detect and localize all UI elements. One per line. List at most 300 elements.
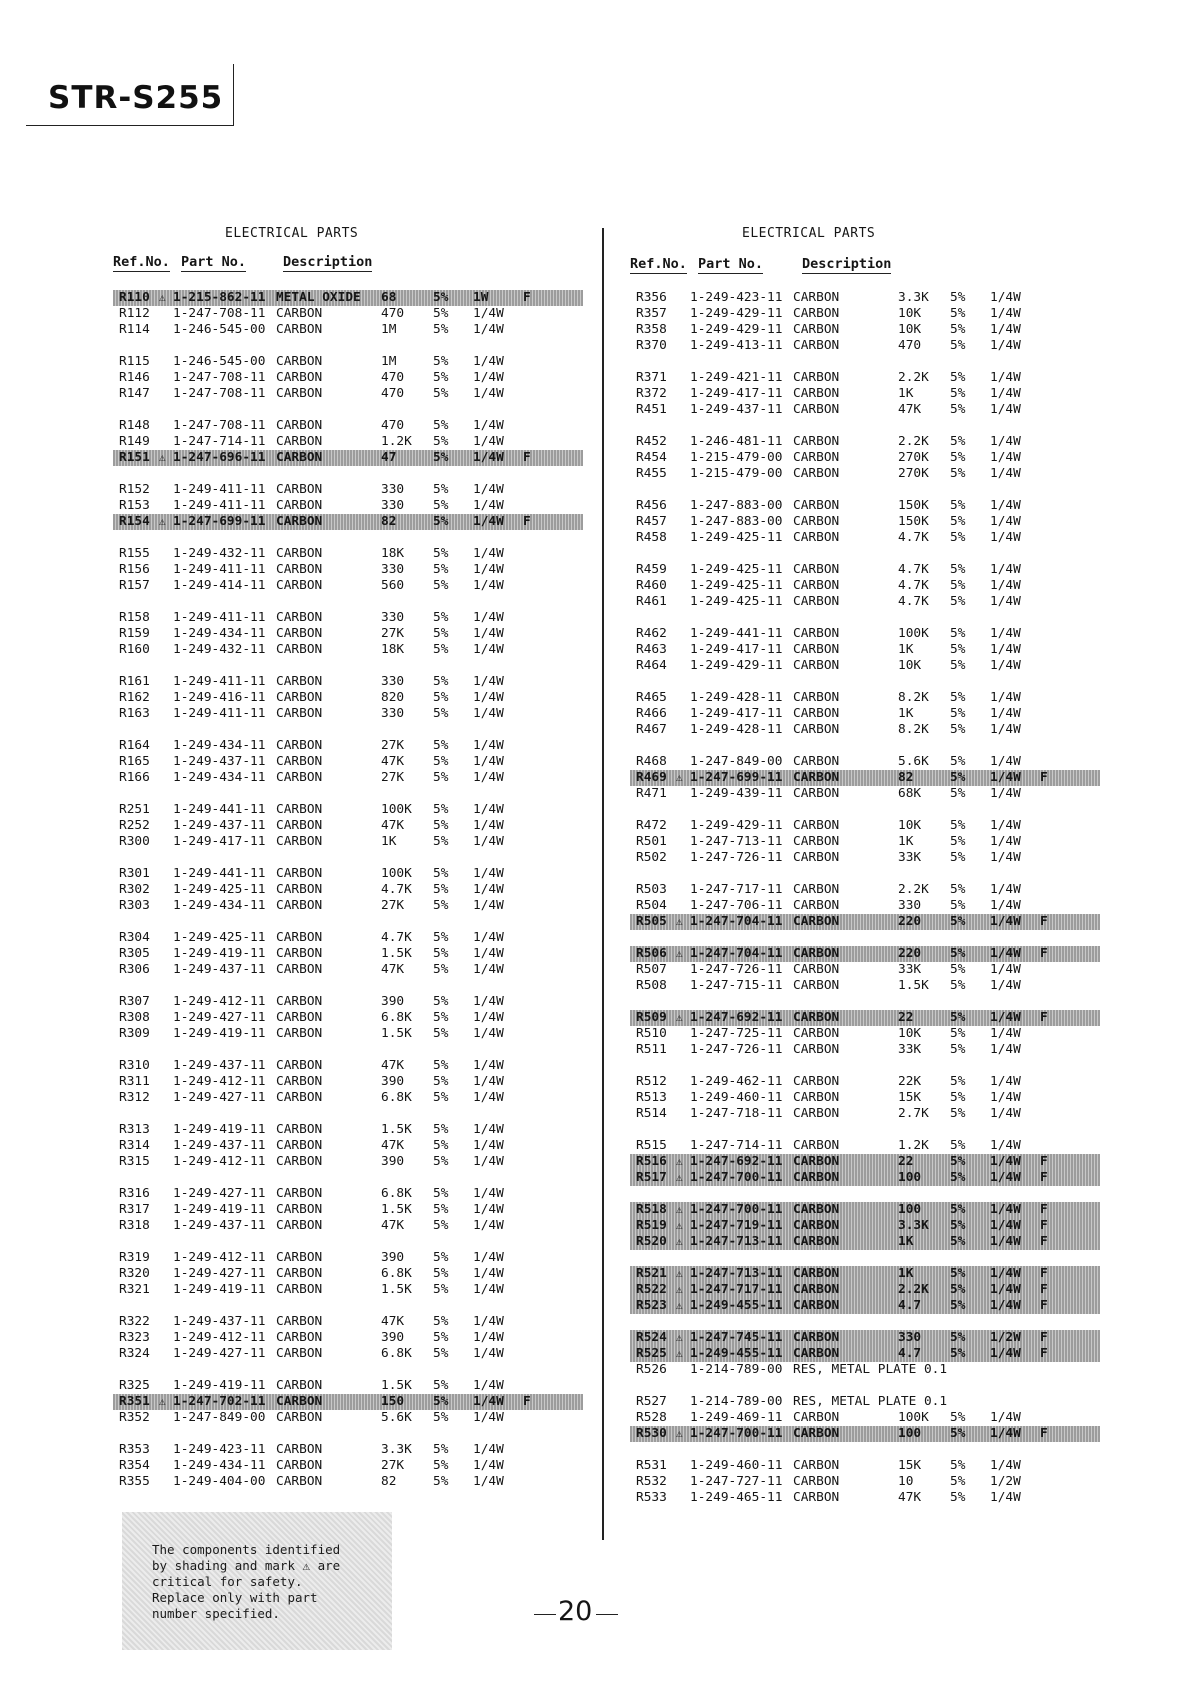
part-no: 1-249-411-11 bbox=[173, 706, 266, 721]
value: 47K bbox=[381, 962, 405, 977]
ref-no: R372 bbox=[636, 386, 667, 401]
description: CARBON bbox=[276, 1218, 323, 1233]
wattage: 1/4W bbox=[473, 1202, 504, 1217]
value: 470 bbox=[381, 370, 405, 385]
wattage: 1/4W bbox=[473, 354, 504, 369]
safety-warning-icon: ⚠ bbox=[676, 1203, 683, 1216]
value: 150K bbox=[898, 514, 929, 529]
parts-row bbox=[113, 946, 583, 962]
ref-no: R520 bbox=[636, 1234, 667, 1249]
tolerance: 5% bbox=[950, 338, 966, 353]
page-number: 20 bbox=[558, 1596, 593, 1627]
ref-no: R351 bbox=[119, 1394, 150, 1409]
ref-no: R356 bbox=[636, 290, 667, 305]
parts-row bbox=[630, 290, 1100, 306]
ref-no: R151 bbox=[119, 450, 150, 465]
wattage: 1/2W bbox=[990, 1330, 1021, 1345]
ref-no: R456 bbox=[636, 498, 667, 513]
flameproof-flag: F bbox=[1040, 1010, 1048, 1025]
description: CARBON bbox=[793, 322, 840, 337]
ref-no: R114 bbox=[119, 322, 150, 337]
description: CARBON bbox=[276, 1250, 323, 1265]
value: 27K bbox=[381, 898, 405, 913]
ref-no: R531 bbox=[636, 1458, 667, 1473]
part-no: 1-249-469-11 bbox=[690, 1410, 783, 1425]
description: CARBON bbox=[276, 306, 323, 321]
wattage: 1/4W bbox=[990, 1218, 1021, 1233]
parts-row-safety-critical bbox=[630, 1282, 1100, 1298]
tolerance: 5% bbox=[433, 450, 449, 465]
tolerance: 5% bbox=[950, 1170, 966, 1185]
description: CARBON bbox=[276, 1330, 323, 1345]
ref-no: R523 bbox=[636, 1298, 667, 1313]
part-no: 1-249-462-11 bbox=[690, 1074, 783, 1089]
flameproof-flag: F bbox=[523, 290, 531, 305]
description: CARBON bbox=[793, 1266, 840, 1281]
safety-warning-icon: ⚠ bbox=[676, 947, 683, 960]
tolerance: 5% bbox=[433, 882, 449, 897]
description: CARBON bbox=[276, 946, 323, 961]
tolerance: 5% bbox=[950, 818, 966, 833]
ref-no: R305 bbox=[119, 946, 150, 961]
part-no: 1-249-437-11 bbox=[690, 402, 783, 417]
description: CARBON bbox=[793, 1042, 840, 1057]
ref-no: R528 bbox=[636, 1410, 667, 1425]
part-no: 1-247-726-11 bbox=[690, 1042, 783, 1057]
tolerance: 5% bbox=[950, 1410, 966, 1425]
part-no: 1-249-417-11 bbox=[690, 386, 783, 401]
parts-row bbox=[113, 1330, 583, 1346]
wattage: 1/4W bbox=[990, 306, 1021, 321]
description: CARBON bbox=[276, 642, 323, 657]
value: 4.7K bbox=[381, 930, 412, 945]
ref-no: R311 bbox=[119, 1074, 150, 1089]
description: CARBON bbox=[276, 690, 323, 705]
tolerance: 5% bbox=[433, 1346, 449, 1361]
tolerance: 5% bbox=[950, 594, 966, 609]
description: CARBON bbox=[276, 1410, 323, 1425]
description: CARBON bbox=[793, 1090, 840, 1105]
part-no: 1-249-412-11 bbox=[173, 994, 266, 1009]
tolerance: 5% bbox=[433, 754, 449, 769]
tolerance: 5% bbox=[433, 930, 449, 945]
parts-row bbox=[113, 1474, 583, 1490]
part-no: 1-247-726-11 bbox=[690, 850, 783, 865]
ref-no: R322 bbox=[119, 1314, 150, 1329]
wattage: 1/4W bbox=[990, 786, 1021, 801]
description: CARBON bbox=[793, 578, 840, 593]
value: 8.2K bbox=[898, 722, 929, 737]
parts-group bbox=[630, 370, 1100, 418]
value: 10K bbox=[898, 818, 922, 833]
value: 1K bbox=[898, 642, 914, 657]
ref-no: R515 bbox=[636, 1138, 667, 1153]
part-no: 1-247-849-00 bbox=[690, 754, 783, 769]
safety-warning-icon: ⚠ bbox=[676, 1283, 683, 1296]
wattage: 1/4W bbox=[990, 1426, 1021, 1441]
parts-row bbox=[630, 1106, 1100, 1122]
part-no: 1-249-437-11 bbox=[173, 1138, 266, 1153]
tolerance: 5% bbox=[433, 994, 449, 1009]
value: 4.7 bbox=[898, 1346, 922, 1361]
parts-group bbox=[113, 866, 583, 914]
description: CARBON bbox=[793, 770, 840, 785]
wattage: 1/4W bbox=[473, 322, 504, 337]
wattage: 1/4W bbox=[990, 594, 1021, 609]
parts-row bbox=[113, 418, 583, 434]
model-underline bbox=[26, 125, 234, 126]
value: 1.5K bbox=[381, 1122, 412, 1137]
value: 5.6K bbox=[898, 754, 929, 769]
value: 4.7K bbox=[898, 578, 929, 593]
wattage: 1/4W bbox=[473, 1138, 504, 1153]
ref-no: R460 bbox=[636, 578, 667, 593]
wattage: 1/4W bbox=[990, 946, 1021, 961]
description: CARBON bbox=[793, 946, 840, 961]
parts-row bbox=[113, 626, 583, 642]
description: CARBON bbox=[276, 386, 323, 401]
ref-no: R532 bbox=[636, 1474, 667, 1489]
ref-no: R319 bbox=[119, 1250, 150, 1265]
ref-no: R164 bbox=[119, 738, 150, 753]
description: RES, METAL PLATE 0.1 bbox=[793, 1394, 948, 1409]
value: 330 bbox=[381, 610, 405, 625]
value: 47K bbox=[381, 818, 405, 833]
parts-row bbox=[630, 786, 1100, 802]
parts-row bbox=[113, 690, 583, 706]
flameproof-flag: F bbox=[1040, 770, 1048, 785]
value: 2.2K bbox=[898, 370, 929, 385]
parts-row bbox=[113, 962, 583, 978]
part-no: 1-249-432-11 bbox=[173, 546, 266, 561]
part-no: 1-249-414-11 bbox=[173, 578, 266, 593]
wattage: 1/4W bbox=[473, 482, 504, 497]
value: 100 bbox=[898, 1170, 922, 1185]
value: 22 bbox=[898, 1154, 914, 1169]
description: CARBON bbox=[276, 418, 323, 433]
wattage: 1/4W bbox=[990, 978, 1021, 993]
wattage: 1/4W bbox=[473, 674, 504, 689]
ref-no: R357 bbox=[636, 306, 667, 321]
parts-row bbox=[630, 498, 1100, 514]
tolerance: 5% bbox=[433, 546, 449, 561]
value: 6.8K bbox=[381, 1010, 412, 1025]
part-no: 1-249-413-11 bbox=[690, 338, 783, 353]
parts-row bbox=[630, 1490, 1100, 1506]
tolerance: 5% bbox=[950, 370, 966, 385]
part-no: 1-249-411-11 bbox=[173, 674, 266, 689]
ref-no: R148 bbox=[119, 418, 150, 433]
tolerance: 5% bbox=[950, 770, 966, 785]
section-title: ELECTRICAL PARTS bbox=[742, 226, 876, 241]
description: CARBON bbox=[793, 466, 840, 481]
tolerance: 5% bbox=[433, 1186, 449, 1201]
wattage: 1W bbox=[473, 290, 489, 305]
ref-no: R323 bbox=[119, 1330, 150, 1345]
tolerance: 5% bbox=[950, 450, 966, 465]
tolerance: 5% bbox=[433, 354, 449, 369]
description: CARBON bbox=[276, 706, 323, 721]
value: 1.5K bbox=[381, 1026, 412, 1041]
ref-no: R112 bbox=[119, 306, 150, 321]
parts-row-safety-critical bbox=[630, 1346, 1100, 1362]
tolerance: 5% bbox=[433, 1394, 449, 1409]
description: CARBON bbox=[793, 530, 840, 545]
wattage: 1/4W bbox=[473, 642, 504, 657]
part-no: 1-249-434-11 bbox=[173, 626, 266, 641]
parts-row bbox=[630, 1362, 1100, 1378]
parts-row bbox=[630, 1026, 1100, 1042]
wattage: 1/4W bbox=[990, 706, 1021, 721]
tolerance: 5% bbox=[950, 786, 966, 801]
tolerance: 5% bbox=[950, 1490, 966, 1505]
tolerance: 5% bbox=[433, 1410, 449, 1425]
tolerance: 5% bbox=[950, 1026, 966, 1041]
value: 100K bbox=[898, 626, 929, 641]
wattage: 1/4W bbox=[473, 754, 504, 769]
part-no: 1-247-700-11 bbox=[690, 1202, 783, 1217]
tolerance: 5% bbox=[433, 1218, 449, 1233]
parts-row bbox=[630, 1410, 1100, 1426]
parts-group bbox=[630, 498, 1100, 546]
safety-notice-text: The components identified by shading and mark ⚠ are critical for safety. Replace only with part number specified. bbox=[152, 1542, 341, 1621]
tolerance: 5% bbox=[950, 642, 966, 657]
parts-row bbox=[630, 466, 1100, 482]
ref-no: R505 bbox=[636, 914, 667, 929]
wattage: 1/4W bbox=[473, 930, 504, 945]
part-no: 1-249-412-11 bbox=[173, 1330, 266, 1345]
description: CARBON bbox=[793, 1474, 840, 1489]
part-no: 1-249-432-11 bbox=[173, 642, 266, 657]
parts-row bbox=[630, 1394, 1100, 1410]
part-no: 1-249-428-11 bbox=[690, 722, 783, 737]
description: CARBON bbox=[793, 690, 840, 705]
tolerance: 5% bbox=[433, 626, 449, 641]
ref-no: R160 bbox=[119, 642, 150, 657]
parts-group bbox=[113, 482, 583, 530]
part-no: 1-249-419-11 bbox=[173, 1202, 266, 1217]
value: 47K bbox=[898, 402, 922, 417]
part-no: 1-247-699-11 bbox=[690, 770, 783, 785]
ref-no: R518 bbox=[636, 1202, 667, 1217]
value: 4.7K bbox=[381, 882, 412, 897]
ref-no: R370 bbox=[636, 338, 667, 353]
ref-no: R509 bbox=[636, 1010, 667, 1025]
parts-row-safety-critical bbox=[113, 1394, 583, 1410]
ref-no: R320 bbox=[119, 1266, 150, 1281]
tolerance: 5% bbox=[433, 1250, 449, 1265]
parts-group bbox=[630, 1202, 1100, 1250]
description: CARBON bbox=[793, 962, 840, 977]
wattage: 1/4W bbox=[990, 1042, 1021, 1057]
ref-no: R318 bbox=[119, 1218, 150, 1233]
description: CARBON bbox=[276, 1074, 323, 1089]
tolerance: 5% bbox=[433, 578, 449, 593]
safety-warning-icon: ⚠ bbox=[676, 1331, 683, 1344]
ref-no: R314 bbox=[119, 1138, 150, 1153]
tolerance: 5% bbox=[950, 498, 966, 513]
wattage: 1/4W bbox=[990, 1202, 1021, 1217]
parts-group bbox=[113, 1314, 583, 1362]
wattage: 1/4W bbox=[990, 338, 1021, 353]
value: 1M bbox=[381, 322, 397, 337]
ref-no: R462 bbox=[636, 626, 667, 641]
ref-no: R325 bbox=[119, 1378, 150, 1393]
parts-row bbox=[113, 1442, 583, 1458]
value: 2.2K bbox=[898, 434, 929, 449]
description: CARBON bbox=[793, 882, 840, 897]
parts-group bbox=[630, 1138, 1100, 1186]
tolerance: 5% bbox=[950, 1346, 966, 1361]
description: CARBON bbox=[793, 1458, 840, 1473]
flameproof-flag: F bbox=[1040, 1266, 1048, 1281]
ref-no: R504 bbox=[636, 898, 667, 913]
value: 270K bbox=[898, 466, 929, 481]
value: 33K bbox=[898, 1042, 922, 1057]
tolerance: 5% bbox=[433, 514, 449, 529]
parts-group bbox=[630, 946, 1100, 994]
value: 330 bbox=[381, 482, 405, 497]
part-no: 1-249-425-11 bbox=[690, 530, 783, 545]
tolerance: 5% bbox=[950, 834, 966, 849]
wattage: 1/4W bbox=[473, 386, 504, 401]
tolerance: 5% bbox=[433, 1474, 449, 1489]
column-divider bbox=[602, 228, 604, 1540]
tolerance: 5% bbox=[950, 706, 966, 721]
parts-row bbox=[630, 1074, 1100, 1090]
wattage: 1/4W bbox=[473, 1154, 504, 1169]
tolerance: 5% bbox=[433, 866, 449, 881]
wattage: 1/2W bbox=[990, 1474, 1021, 1489]
parts-row bbox=[630, 402, 1100, 418]
wattage: 1/4W bbox=[473, 562, 504, 577]
tolerance: 5% bbox=[950, 322, 966, 337]
part-no: 1-215-862-11 bbox=[173, 290, 266, 305]
value: 27K bbox=[381, 738, 405, 753]
tolerance: 5% bbox=[433, 674, 449, 689]
parts-row bbox=[630, 706, 1100, 722]
value: 220 bbox=[898, 914, 922, 929]
header-ref-no: Ref.No. bbox=[113, 254, 170, 270]
part-no: 1-246-545-00 bbox=[173, 354, 266, 369]
description: RES, METAL PLATE 0.1 bbox=[793, 1362, 948, 1377]
wattage: 1/4W bbox=[473, 866, 504, 881]
flameproof-flag: F bbox=[1040, 1170, 1048, 1185]
part-no: 1-249-411-11 bbox=[173, 482, 266, 497]
value: 390 bbox=[381, 1154, 405, 1169]
part-no: 1-247-713-11 bbox=[690, 1266, 783, 1281]
part-no: 1-249-425-11 bbox=[173, 882, 266, 897]
description: CARBON bbox=[276, 818, 323, 833]
part-no: 1-249-411-11 bbox=[173, 498, 266, 513]
parts-row bbox=[113, 866, 583, 882]
tolerance: 5% bbox=[950, 1298, 966, 1313]
part-no: 1-249-425-11 bbox=[690, 562, 783, 577]
value: 27K bbox=[381, 770, 405, 785]
value: 6.8K bbox=[381, 1090, 412, 1105]
parts-group bbox=[630, 626, 1100, 674]
wattage: 1/4W bbox=[473, 1410, 504, 1425]
description: CARBON bbox=[793, 402, 840, 417]
safety-warning-icon: ⚠ bbox=[159, 291, 166, 304]
flameproof-flag: F bbox=[1040, 1202, 1048, 1217]
wattage: 1/4W bbox=[473, 1442, 504, 1457]
value: 10K bbox=[898, 1026, 922, 1041]
part-no: 1-249-411-11 bbox=[173, 610, 266, 625]
ref-no: R352 bbox=[119, 1410, 150, 1425]
ref-no: R308 bbox=[119, 1010, 150, 1025]
section-title: ELECTRICAL PARTS bbox=[225, 226, 359, 241]
tolerance: 5% bbox=[433, 370, 449, 385]
parts-row bbox=[113, 1378, 583, 1394]
description: CARBON bbox=[276, 514, 323, 529]
parts-group bbox=[630, 1010, 1100, 1058]
description: CARBON bbox=[793, 498, 840, 513]
wattage: 1/4W bbox=[473, 1330, 504, 1345]
tolerance: 5% bbox=[950, 530, 966, 545]
tolerance: 5% bbox=[433, 1074, 449, 1089]
safety-warning-icon: ⚠ bbox=[676, 1299, 683, 1312]
tolerance: 5% bbox=[433, 834, 449, 849]
value: 390 bbox=[381, 1330, 405, 1345]
parts-group bbox=[630, 690, 1100, 738]
ref-no: R157 bbox=[119, 578, 150, 593]
tolerance: 5% bbox=[433, 1058, 449, 1073]
wattage: 1/4W bbox=[990, 1090, 1021, 1105]
ref-no: R358 bbox=[636, 322, 667, 337]
description: CARBON bbox=[793, 850, 840, 865]
value: 82 bbox=[381, 514, 397, 529]
tolerance: 5% bbox=[950, 402, 966, 417]
tolerance: 5% bbox=[433, 1458, 449, 1473]
part-no: 1-249-427-11 bbox=[173, 1090, 266, 1105]
value: 330 bbox=[381, 706, 405, 721]
part-no: 1-249-419-11 bbox=[173, 1378, 266, 1393]
wattage: 1/4W bbox=[990, 1026, 1021, 1041]
description: CARBON bbox=[793, 370, 840, 385]
flameproof-flag: F bbox=[1040, 1298, 1048, 1313]
safety-warning-icon: ⚠ bbox=[676, 1267, 683, 1280]
parts-group bbox=[113, 738, 583, 786]
part-no: 1-249-455-11 bbox=[690, 1346, 783, 1361]
value: 10K bbox=[898, 322, 922, 337]
ref-no: R306 bbox=[119, 962, 150, 977]
parts-row bbox=[113, 1074, 583, 1090]
wattage: 1/4W bbox=[990, 690, 1021, 705]
part-no: 1-249-427-11 bbox=[173, 1266, 266, 1281]
parts-row bbox=[113, 482, 583, 498]
value: 220 bbox=[898, 946, 922, 961]
flameproof-flag: F bbox=[1040, 1154, 1048, 1169]
parts-row-safety-critical bbox=[630, 770, 1100, 786]
description: CARBON bbox=[276, 1058, 323, 1073]
parts-row-safety-critical bbox=[630, 1170, 1100, 1186]
tolerance: 5% bbox=[433, 1330, 449, 1345]
description: CARBON bbox=[793, 386, 840, 401]
part-no: 1-249-423-11 bbox=[690, 290, 783, 305]
parts-row bbox=[113, 898, 583, 914]
wattage: 1/4W bbox=[473, 1186, 504, 1201]
part-no: 1-247-708-11 bbox=[173, 306, 266, 321]
parts-group bbox=[113, 546, 583, 594]
wattage: 1/4W bbox=[990, 658, 1021, 673]
value: 390 bbox=[381, 1250, 405, 1265]
wattage: 1/4W bbox=[473, 946, 504, 961]
parts-row-safety-critical bbox=[630, 1202, 1100, 1218]
wattage: 1/4W bbox=[473, 1458, 504, 1473]
value: 6.8K bbox=[381, 1186, 412, 1201]
part-no: 1-215-479-00 bbox=[690, 466, 783, 481]
